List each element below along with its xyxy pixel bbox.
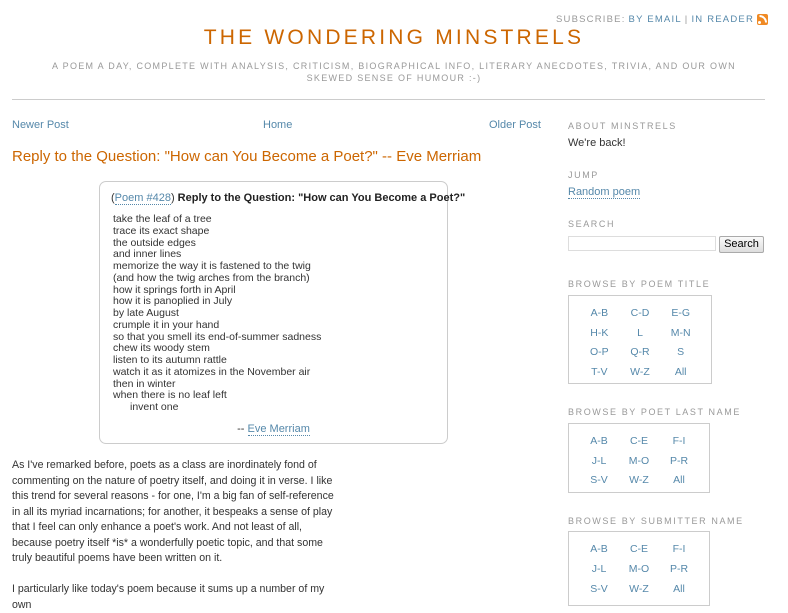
browse-title-heading: BROWSE BY POEM TITLE (568, 279, 711, 289)
poem-box (99, 181, 466, 444)
browse-link-w-z[interactable]: W-Z (629, 474, 649, 486)
search-input[interactable] (568, 236, 716, 251)
subscribe-by-email-link[interactable]: BY EMAIL (628, 14, 682, 25)
browse-link-a-b[interactable]: A-B (590, 435, 608, 447)
browse-link-a-b[interactable]: A-B (590, 307, 609, 319)
browse-submitter-heading: BROWSE BY SUBMITTER NAME (568, 516, 744, 526)
browse-poet-heading: BROWSE BY POET LAST NAME (568, 407, 741, 417)
post-title: Reply to the Question: "How can You Become a Poet?" -- Eve Merriam (12, 148, 482, 165)
browse-link-c-e[interactable]: C-E (629, 435, 649, 447)
close-paren: ) (170, 192, 175, 204)
blog-title[interactable]: THE WONDERING MINSTRELS (203, 26, 585, 49)
about-heading: ABOUT MINSTRELS (568, 121, 677, 131)
browse-link-a-b[interactable]: A-B (590, 543, 608, 555)
older-post-link[interactable]: Older Post (489, 119, 541, 131)
poem-line: invent one (130, 401, 179, 413)
poem-line: how it springs forth in April (113, 283, 236, 296)
poem-line: when there is no leaf left (113, 389, 227, 402)
post-paragraph: As I've remarked before, poets as a class are inordinately fond of commenting on the nature of poetry itself, and doing it in verse. I like this trend for several reasons - for one, I'm a big fan of self-reference in all its myriad incarnations; for another, it bespeaks a sense of play that I feel can only enhance a poet's work. And not least of all, because poetry itself *is* a wonderfully poetic topic, and that some truly beautiful poems have been written on it. (12, 459, 334, 564)
browse-link-p-r[interactable]: P-R (669, 563, 689, 575)
browse-link-c-d[interactable]: C-D (630, 307, 650, 319)
newer-post-link[interactable]: Newer Post (12, 119, 69, 131)
browse-link-j-l[interactable]: J-L (591, 454, 607, 467)
poem-line: by late August (113, 307, 179, 319)
random-poem-link[interactable]: Random poem (568, 186, 641, 198)
poem-heading (111, 192, 465, 204)
browse-submitter-grid (568, 531, 710, 606)
poem-line: take the leaf of a tree (113, 213, 212, 225)
browse-link-w-z[interactable]: W-Z (629, 583, 649, 595)
browse-link-s-v[interactable]: S-V (590, 474, 608, 486)
author-link[interactable]: Eve Merriam (247, 423, 310, 435)
poem-line: so that you smell its end-of-summer sadness (113, 330, 322, 343)
browse-link-m-o[interactable]: M-O (628, 563, 650, 575)
browse-link-e-g[interactable]: E-G (671, 307, 690, 319)
browse-link-p-r[interactable]: P-R (669, 454, 689, 467)
browse-link-c-e[interactable]: C-E (629, 543, 649, 555)
search-heading: SEARCH (568, 219, 616, 229)
about-text: We're back! (568, 137, 626, 149)
browse-link-m-n[interactable]: M-N (670, 326, 691, 339)
subscribe-bar (556, 14, 768, 25)
poem-line: crumple it in your hand (113, 318, 220, 331)
byline-prefix: -- (237, 423, 248, 435)
poem-line: listen to its autumn rattle (113, 354, 227, 366)
post-paragraph: I particularly like today's poem because it sums up a number of my own (12, 583, 325, 611)
browse-title-grid (568, 295, 712, 384)
subscribe-label: SUBSCRIBE: (556, 14, 626, 25)
browse-link-s[interactable]: S (677, 346, 685, 358)
browse-link-f-i[interactable]: F-I (672, 435, 686, 447)
browse-link-w-z[interactable]: W-Z (630, 365, 650, 378)
jump-heading: JUMP (568, 170, 599, 180)
poem-line: the outside edges (113, 236, 196, 249)
browse-link-h-k[interactable]: H-K (590, 326, 609, 339)
rss-feed-icon[interactable] (757, 14, 768, 25)
browse-link-all[interactable]: All (673, 583, 685, 595)
poem-line: and inner lines (113, 248, 182, 261)
browse-link-all[interactable]: All (673, 474, 685, 486)
browse-link-o-p[interactable]: O-P (589, 346, 609, 358)
browse-link-j-l[interactable]: J-L (591, 563, 607, 575)
separator: | (684, 14, 689, 25)
poem-title: Reply to the Question: "How can You Become a Poet?" (177, 192, 466, 204)
home-link[interactable]: Home (263, 119, 293, 131)
poem-line: chew its woody stem (113, 342, 210, 355)
poem-line: (and how the twig arches from the branch) (113, 271, 310, 284)
poem-line: watch it as it atomizes in the November air (113, 365, 311, 378)
blog-tagline: A POEM A DAY, COMPLETE WITH ANALYSIS, CRITICISM, BIOGRAPHICAL INFO, LITERARY ANECDOTES, TRIVIA, AND OUR OWN SKEWED SENSE OF HUMOUR :-) (52, 61, 736, 83)
browse-link-q-r[interactable]: Q-R (630, 346, 650, 358)
browse-poet-grid (568, 423, 710, 493)
browse-link-f-i[interactable]: F-I (672, 543, 686, 555)
browse-link-t-v[interactable]: T-V (591, 365, 608, 378)
poem-line: then in winter (113, 377, 176, 390)
browse-link-s-v[interactable]: S-V (590, 583, 608, 595)
header-divider (12, 99, 765, 100)
browse-link-m-o[interactable]: M-O (628, 454, 650, 467)
open-paren: ( (111, 192, 115, 204)
poem-number-link[interactable]: Poem #428 (114, 192, 171, 204)
browse-link-l[interactable]: L (637, 326, 643, 339)
poem-line: how it is panoplied in July (113, 295, 233, 308)
poem-text (113, 214, 321, 414)
poem-byline (100, 423, 447, 435)
poem-line: trace its exact shape (113, 224, 210, 237)
browse-link-all[interactable]: All (674, 365, 687, 378)
poem-line: memorize the way it is fastened to the twig (113, 260, 311, 272)
subscribe-in-reader-link[interactable]: IN READER (691, 14, 754, 25)
search-button[interactable]: Search (719, 236, 764, 253)
